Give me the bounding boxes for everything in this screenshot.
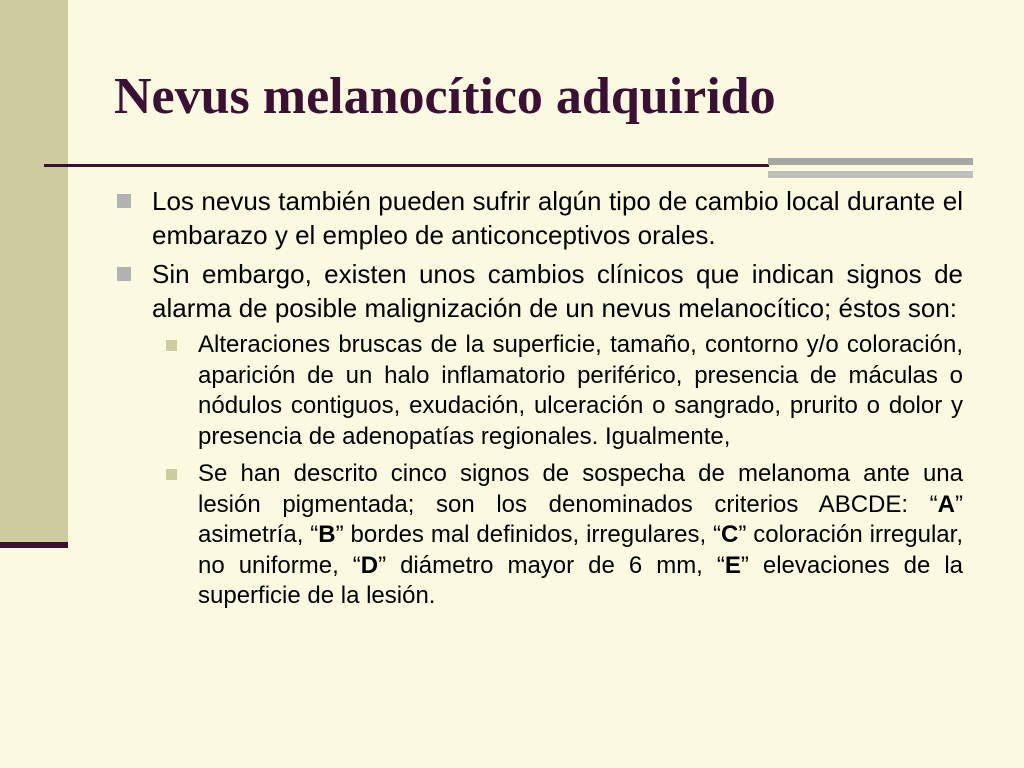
square-bullet-icon — [117, 267, 131, 281]
criterion-c: C — [721, 521, 739, 548]
left-decorative-band — [0, 0, 68, 545]
sub-bullet-text: Alteraciones bruscas de la superficie, tamaño, contorno y/o coloración, aparición de un halo inflamatorio periférico, presencia de máculas o nódulos contiguos, exudación, ulceración o sangrado, prurito o dolor y presencia de adenopatías regionales. Igualmente, — [198, 331, 963, 450]
square-bullet-icon — [166, 469, 177, 480]
title-divider — [44, 164, 769, 167]
slide-content — [110, 184, 963, 619]
sub-bullet-item — [162, 330, 963, 452]
sub-bullet-list — [162, 330, 963, 612]
criterion-a: A — [937, 490, 955, 518]
sub-bullet-item — [162, 459, 963, 612]
sub-bullet-text: Se han descrito cinco signos de sospecha de melanoma ante una lesión pigmentada; son los denominados criterios ABCDE: “A” asimetría, “B” bordes mal definidos, irregulares, “C” coloración irregular, no uniforme, “D” diámetro mayor de 6 mm, “E” elevaciones de la superficie de la lesión. — [198, 460, 964, 609]
accent-bar-top — [768, 158, 973, 165]
criterion-d: D — [360, 551, 379, 579]
bullet-item — [110, 184, 963, 252]
bullet-text: Sin embargo, existen unos cambios clínicos que indican signos de alarma de posible malignización de un nevus melanocítico; éstos son: — [152, 259, 963, 323]
accent-bar-bottom — [768, 171, 973, 178]
bullet-item — [110, 257, 963, 325]
bullet-text: Los nevus también pueden sufrir algún tipo de cambio local durante el embarazo y el empleo de anticonceptivos orales. — [152, 186, 963, 250]
slide-title: Nevus melanocítico adquirido — [114, 68, 776, 125]
square-bullet-icon — [166, 340, 177, 351]
square-bullet-icon — [117, 194, 131, 208]
criterion-b: B — [318, 521, 336, 548]
left-band-rule — [0, 542, 68, 548]
criterion-e: E — [724, 551, 741, 579]
